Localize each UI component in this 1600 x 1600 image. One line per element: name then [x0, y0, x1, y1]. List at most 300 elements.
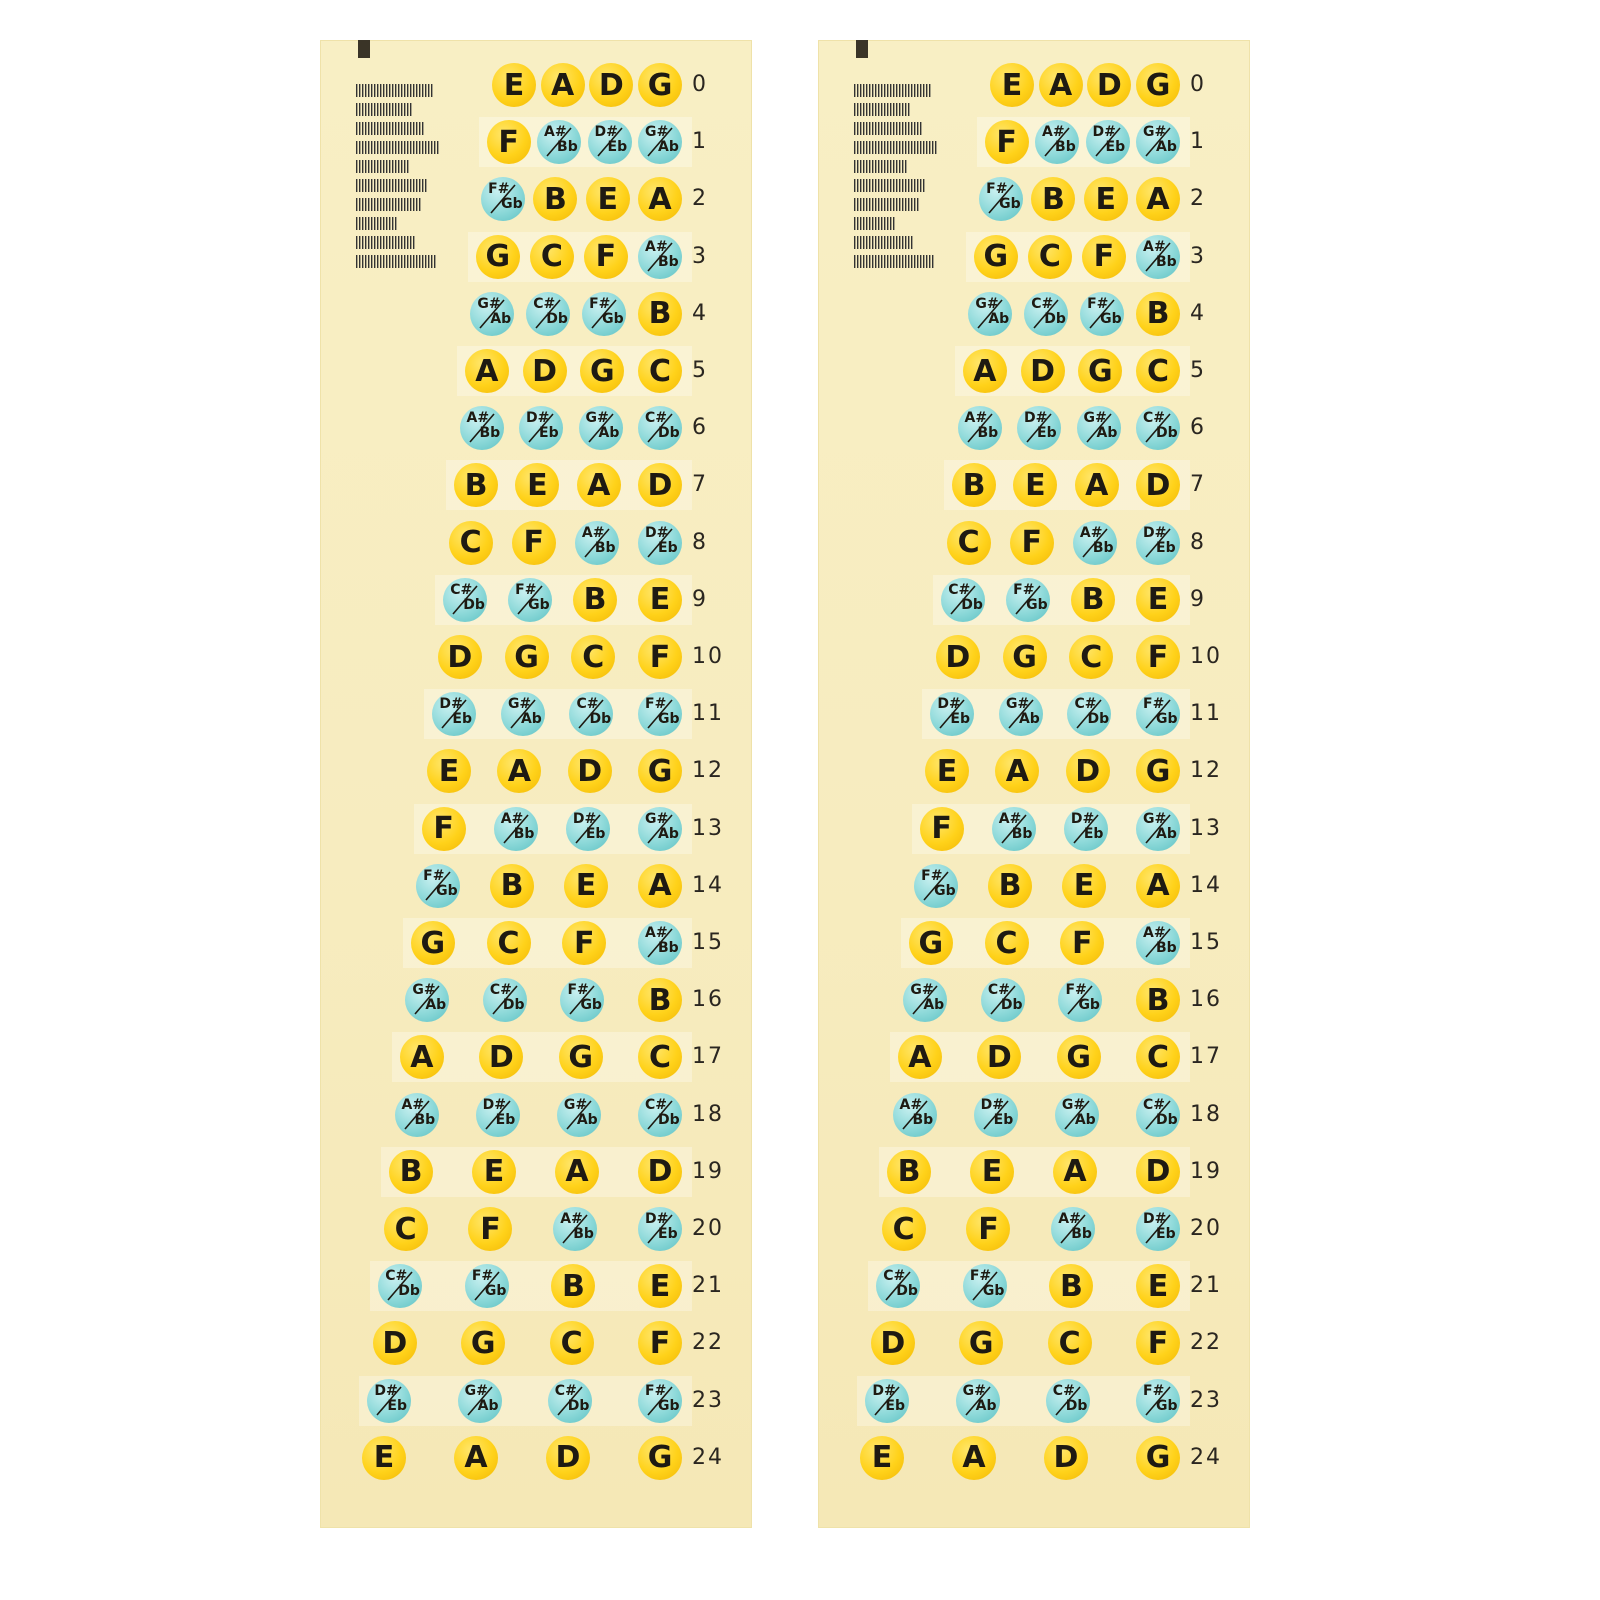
natural-note-sticker: G — [461, 1321, 505, 1365]
fret-number: 10 — [1190, 644, 1222, 669]
sharp-label: G# — [645, 124, 669, 141]
fret-number: 3 — [1190, 243, 1206, 269]
flat-label: Gb — [658, 1397, 680, 1414]
natural-note-sticker: G — [476, 235, 520, 279]
natural-note-sticker: E — [586, 177, 630, 221]
natural-note-sticker: F — [422, 807, 466, 851]
flat-label: Ab — [425, 997, 447, 1014]
sharp-label: A# — [1143, 925, 1166, 941]
flat-label: Bb — [557, 139, 578, 156]
flat-label: Db — [502, 997, 525, 1014]
accidental-note-sticker — [458, 1379, 502, 1423]
barcode-line — [854, 141, 936, 154]
accidental-note-sticker — [992, 807, 1036, 851]
accidental-note-sticker — [501, 692, 545, 736]
sharp-label: F# — [423, 867, 445, 884]
sharp-label: A# — [899, 1096, 923, 1113]
sharp-label: D# — [645, 1211, 669, 1227]
sharp-label: G# — [507, 696, 532, 713]
fret-number: 12 — [692, 758, 724, 784]
accidental-note-sticker — [569, 692, 613, 736]
natural-note-sticker: A — [1075, 463, 1119, 507]
natural-note-sticker: C — [530, 235, 574, 279]
sharp-label: A# — [998, 810, 1022, 827]
natural-note-sticker: B — [389, 1150, 433, 1194]
flat-label: Eb — [607, 139, 628, 156]
natural-note-sticker: A — [577, 463, 621, 507]
flat-label: Db — [1156, 1111, 1178, 1128]
fret-number: 15 — [1190, 930, 1222, 955]
natural-note-sticker: G — [638, 749, 682, 793]
flat-label: Eb — [585, 825, 606, 842]
sharp-label: C# — [1143, 410, 1166, 427]
fret-number: 9 — [1190, 586, 1206, 612]
flat-label: Db — [1000, 997, 1023, 1014]
natural-note-sticker: A — [898, 1035, 942, 1079]
fret-number: 4 — [1190, 300, 1206, 326]
natural-note-sticker: E — [564, 864, 608, 908]
natural-note-sticker: G — [638, 63, 682, 107]
sharp-label: F# — [969, 1268, 992, 1285]
accidental-note-sticker — [1055, 1093, 1099, 1137]
natural-note-sticker: D — [638, 463, 682, 507]
fret-number: 15 — [692, 930, 724, 955]
natural-note-sticker: C — [882, 1207, 926, 1251]
barcode-line — [356, 103, 411, 116]
sharp-label: G# — [585, 410, 609, 427]
natural-note-sticker: D — [568, 749, 612, 793]
flat-label: Gb — [1026, 596, 1048, 613]
natural-note-sticker: A — [638, 177, 682, 221]
accidental-note-sticker — [1051, 1207, 1095, 1251]
fret-number: 19 — [692, 1158, 724, 1184]
sharp-label: F# — [488, 181, 510, 198]
sharp-label: F# — [1065, 982, 1087, 999]
fret-number: 20 — [692, 1216, 724, 1241]
accidental-note-sticker — [1136, 692, 1180, 736]
accidental-note-sticker — [537, 120, 581, 164]
fret-number: 5 — [1190, 358, 1206, 383]
accidental-note-sticker — [930, 692, 974, 736]
barcode-line — [356, 236, 414, 249]
accidental-note-sticker — [638, 406, 682, 450]
sharp-label: G# — [412, 982, 436, 999]
natural-note-sticker: F — [1082, 235, 1126, 279]
sharp-label: C# — [645, 1096, 668, 1113]
flat-label: Db — [546, 310, 568, 327]
accidental-note-sticker — [865, 1379, 909, 1423]
sharp-label: A# — [1042, 124, 1065, 141]
flat-label: Db — [1044, 310, 1066, 327]
natural-note-sticker: F — [468, 1207, 512, 1251]
accidental-note-sticker — [1006, 578, 1050, 622]
accidental-note-sticker — [981, 978, 1025, 1022]
natural-note-sticker: E — [1136, 578, 1180, 622]
flat-label: Gb — [528, 596, 550, 613]
sharp-label: G# — [975, 295, 999, 312]
sharp-label: F# — [1143, 696, 1165, 713]
accidental-note-sticker — [566, 807, 610, 851]
flat-label: Bb — [1092, 539, 1114, 556]
flat-label: Eb — [885, 1397, 905, 1414]
natural-note-sticker: A — [497, 749, 541, 793]
sharp-label: G# — [645, 810, 669, 827]
natural-note-sticker: A — [454, 1436, 498, 1480]
flat-label: Bb — [1011, 825, 1033, 842]
natural-note-sticker: B — [1136, 978, 1180, 1022]
flat-label: Eb — [539, 425, 559, 442]
natural-note-sticker: E — [925, 749, 969, 793]
accidental-note-sticker — [557, 1093, 601, 1137]
natural-note-sticker: E — [638, 578, 682, 622]
natural-note-sticker: D — [1021, 349, 1065, 393]
natural-note-sticker: G — [1078, 349, 1122, 393]
accidental-note-sticker — [416, 864, 460, 908]
sharp-label: F# — [589, 295, 611, 312]
flat-label: Gb — [580, 997, 602, 1014]
fret-number: 12 — [1190, 758, 1222, 784]
barcode-line — [854, 122, 921, 135]
sharp-label: D# — [872, 1382, 896, 1399]
flat-label: Eb — [1083, 825, 1104, 842]
natural-note-sticker: F — [1010, 521, 1054, 565]
flat-label: Bb — [1156, 253, 1177, 270]
accidental-note-sticker — [1136, 1207, 1180, 1251]
accidental-note-sticker — [494, 807, 538, 851]
accidental-note-sticker — [378, 1264, 422, 1308]
accidental-note-sticker — [956, 1379, 1000, 1423]
flat-label: Bb — [414, 1111, 436, 1128]
flat-label: Ab — [975, 1397, 997, 1414]
natural-note-sticker: B — [638, 978, 682, 1022]
flat-label: Eb — [950, 711, 970, 728]
sharp-label: A# — [645, 238, 668, 255]
sharp-label: D# — [482, 1096, 507, 1113]
natural-note-sticker: G — [1136, 1436, 1180, 1480]
barcode-line — [854, 103, 909, 116]
accidental-note-sticker — [1136, 921, 1180, 965]
natural-note-sticker: E — [860, 1436, 904, 1480]
flat-label: Gb — [602, 310, 624, 327]
sharp-label: G# — [1061, 1096, 1086, 1113]
accidental-note-sticker — [476, 1093, 520, 1137]
flat-label: Db — [961, 596, 983, 613]
fret-number: 19 — [1190, 1158, 1222, 1184]
natural-note-sticker: G — [1057, 1035, 1101, 1079]
accidental-note-sticker — [405, 978, 449, 1022]
fret-number: 22 — [692, 1330, 724, 1356]
barcode-line — [356, 84, 432, 97]
flat-label: Db — [658, 1111, 680, 1128]
fret-number: 2 — [1190, 186, 1206, 212]
flat-label: Ab — [576, 1111, 598, 1128]
barcode-line — [356, 217, 396, 230]
sharp-label: D# — [980, 1096, 1005, 1113]
flat-label: Db — [896, 1283, 918, 1300]
accidental-note-sticker — [519, 406, 563, 450]
natural-note-sticker: B — [1071, 578, 1115, 622]
sharp-label: G# — [1005, 696, 1030, 713]
flat-label: Bb — [594, 539, 616, 556]
accidental-note-sticker — [1136, 1093, 1180, 1137]
sharp-label: A# — [500, 810, 524, 827]
natural-note-sticker: D — [638, 1150, 682, 1194]
flat-label: Bb — [1071, 1226, 1092, 1242]
natural-note-sticker: C — [1136, 349, 1180, 393]
flat-label: Gb — [501, 196, 523, 213]
natural-note-sticker: C — [638, 1035, 682, 1079]
flat-label: Db — [658, 425, 680, 442]
flat-label: Eb — [387, 1397, 407, 1414]
natural-note-sticker: E — [427, 749, 471, 793]
sharp-label: C# — [1031, 295, 1054, 312]
natural-note-sticker: B — [533, 177, 577, 221]
accidental-note-sticker — [465, 1264, 509, 1308]
natural-note-sticker: E — [1084, 177, 1128, 221]
flat-label: Ab — [1096, 425, 1118, 442]
flat-label: Ab — [658, 139, 679, 156]
natural-note-sticker: A — [400, 1035, 444, 1079]
natural-note-sticker: B — [952, 463, 996, 507]
flat-label: Eb — [495, 1111, 516, 1128]
sharp-label: A# — [964, 410, 988, 427]
natural-note-sticker: D — [871, 1321, 915, 1365]
fret-number: 9 — [692, 586, 708, 612]
natural-note-sticker: G — [1136, 63, 1180, 107]
natural-note-sticker: A — [465, 349, 509, 393]
sharp-label: D# — [1143, 1211, 1167, 1227]
flat-label: Db — [1065, 1397, 1088, 1414]
accidental-note-sticker — [638, 921, 682, 965]
natural-note-sticker: D — [977, 1035, 1021, 1079]
flat-label: Gb — [1156, 711, 1178, 728]
natural-note-sticker: E — [1013, 463, 1057, 507]
fret-number: 11 — [692, 701, 724, 727]
accidental-note-sticker — [1017, 406, 1061, 450]
flat-label: Eb — [1037, 425, 1057, 442]
sharp-label: G# — [910, 982, 934, 999]
sharp-label: F# — [921, 867, 943, 884]
fret-number: 18 — [1190, 1101, 1222, 1127]
natural-note-sticker: A — [1136, 177, 1180, 221]
accidental-note-sticker — [941, 578, 985, 622]
flat-label: Eb — [993, 1111, 1014, 1128]
fret-number: 4 — [692, 300, 708, 326]
sharp-label: A# — [1058, 1211, 1081, 1227]
accidental-note-sticker — [979, 177, 1023, 221]
sharp-label: A# — [1079, 524, 1103, 541]
flat-label: Gb — [999, 196, 1021, 213]
accidental-note-sticker — [548, 1379, 592, 1423]
accidental-note-sticker — [582, 292, 626, 336]
sharp-label: A# — [1143, 238, 1166, 255]
accidental-note-sticker — [1035, 120, 1079, 164]
fret-number: 0 — [1190, 72, 1206, 97]
natural-note-sticker: A — [1053, 1150, 1097, 1194]
natural-note-sticker: D — [1136, 1150, 1180, 1194]
fretboard-sticker-sheet-right — [818, 40, 1250, 1528]
sharp-label: C# — [948, 581, 971, 598]
accidental-note-sticker — [999, 692, 1043, 736]
flat-label: Ab — [598, 425, 620, 442]
flat-label: Ab — [988, 310, 1010, 327]
natural-note-sticker: G — [505, 635, 549, 679]
barcode-line — [356, 255, 435, 268]
barcode-line — [356, 179, 426, 192]
natural-note-sticker: E — [515, 463, 559, 507]
accidental-note-sticker — [638, 1093, 682, 1137]
flat-label: Gb — [934, 882, 956, 899]
accidental-note-sticker — [1136, 1379, 1180, 1423]
accidental-note-sticker — [963, 1264, 1007, 1308]
flat-label: Gb — [1078, 997, 1100, 1014]
sharp-label: C# — [987, 982, 1010, 999]
sharp-label: D# — [1143, 524, 1167, 541]
fret-number: 24 — [1190, 1444, 1222, 1470]
sharp-label: D# — [374, 1382, 398, 1399]
flat-label: Ab — [1074, 1111, 1096, 1128]
natural-note-sticker: A — [952, 1436, 996, 1480]
accidental-note-sticker — [432, 692, 476, 736]
flat-label: Ab — [490, 310, 512, 327]
accidental-note-sticker — [638, 521, 682, 565]
accidental-note-sticker — [1077, 406, 1121, 450]
natural-note-sticker: C — [1028, 235, 1072, 279]
sharp-label: C# — [883, 1268, 906, 1285]
natural-note-sticker: D — [546, 1436, 590, 1480]
natural-note-sticker: A — [1039, 63, 1083, 107]
barcode-line — [356, 198, 420, 211]
flat-label: Ab — [1018, 711, 1040, 728]
accidental-note-sticker — [968, 292, 1012, 336]
natural-note-sticker: B — [490, 864, 534, 908]
accidental-note-sticker — [974, 1093, 1018, 1137]
natural-note-sticker: E — [492, 63, 536, 107]
fret-number: 5 — [692, 358, 708, 383]
natural-note-sticker: A — [963, 349, 1007, 393]
sharp-label: A# — [581, 524, 605, 541]
sharp-label: F# — [986, 181, 1008, 198]
sharp-label: D# — [937, 696, 961, 713]
natural-note-sticker: F — [487, 120, 531, 164]
accidental-note-sticker — [553, 1207, 597, 1251]
natural-note-sticker: D — [936, 635, 980, 679]
accidental-note-sticker — [1058, 978, 1102, 1022]
barcode-line — [854, 236, 912, 249]
natural-note-sticker: E — [970, 1150, 1014, 1194]
fret-number: 6 — [692, 415, 708, 441]
natural-note-sticker: C — [449, 521, 493, 565]
accidental-note-sticker — [1024, 292, 1068, 336]
sharp-label: A# — [645, 925, 668, 941]
flat-label: Ab — [658, 825, 679, 842]
accidental-note-sticker — [1067, 692, 1111, 736]
accidental-note-sticker — [526, 292, 570, 336]
accidental-note-sticker — [395, 1093, 439, 1137]
fret-number: 17 — [692, 1044, 724, 1070]
natural-note-sticker: G — [1136, 749, 1180, 793]
flat-label: Ab — [1156, 825, 1177, 842]
flat-label: Db — [1087, 711, 1110, 728]
natural-note-sticker: F — [562, 921, 606, 965]
accidental-note-sticker — [508, 578, 552, 622]
sharp-label: F# — [1013, 581, 1035, 598]
fret-number: 18 — [692, 1101, 724, 1127]
accidental-note-sticker — [638, 120, 682, 164]
natural-note-sticker: G — [909, 921, 953, 965]
accidental-note-sticker — [1136, 807, 1180, 851]
natural-note-sticker: G — [411, 921, 455, 965]
flat-label: Eb — [452, 711, 472, 728]
natural-note-sticker: F — [638, 1321, 682, 1365]
sharp-label: F# — [645, 1382, 667, 1399]
flat-label: Db — [1156, 425, 1178, 442]
natural-note-sticker: F — [920, 807, 964, 851]
sharp-label: G# — [464, 1382, 488, 1399]
flat-label: Bb — [658, 940, 679, 956]
flat-label: Eb — [1156, 1226, 1176, 1242]
flat-label: Eb — [658, 1226, 678, 1242]
barcode-line — [356, 141, 438, 154]
accidental-note-sticker — [483, 978, 527, 1022]
sharp-label: C# — [1052, 1382, 1075, 1399]
barcode-graphic — [356, 80, 446, 270]
flat-label: Gb — [1100, 310, 1122, 327]
natural-note-sticker: D — [1136, 463, 1180, 507]
natural-note-sticker: D — [438, 635, 482, 679]
sheet-tab — [856, 40, 868, 58]
fret-number: 14 — [1190, 872, 1222, 898]
natural-note-sticker: B — [1031, 177, 1075, 221]
natural-note-sticker: D — [1066, 749, 1110, 793]
natural-note-sticker: G — [638, 1436, 682, 1480]
flat-label: Gb — [658, 711, 680, 728]
sharp-label: A# — [466, 410, 490, 427]
natural-note-sticker: B — [638, 292, 682, 336]
flat-label: Ab — [923, 997, 945, 1014]
sharp-label: D# — [572, 810, 597, 827]
accidental-note-sticker — [1046, 1379, 1090, 1423]
accidental-note-sticker — [638, 235, 682, 279]
flat-label: Gb — [436, 882, 458, 899]
sharp-label: C# — [645, 410, 668, 427]
flat-label: Db — [398, 1283, 420, 1300]
sharp-label: G# — [1143, 124, 1167, 141]
accidental-note-sticker — [638, 807, 682, 851]
fret-number: 6 — [1190, 415, 1206, 441]
fretboard-sticker-sheet-left — [320, 40, 752, 1528]
sharp-label: C# — [489, 982, 512, 999]
accidental-note-sticker — [481, 177, 525, 221]
natural-note-sticker: D — [373, 1321, 417, 1365]
natural-note-sticker: E — [1136, 1264, 1180, 1308]
natural-note-sticker: F — [966, 1207, 1010, 1251]
natural-note-sticker: C — [947, 521, 991, 565]
flat-label: Bb — [1156, 940, 1177, 956]
sharp-label: C# — [1143, 1096, 1166, 1113]
natural-note-sticker: C — [487, 921, 531, 965]
flat-label: Db — [589, 711, 612, 728]
accidental-note-sticker — [1136, 521, 1180, 565]
fret-number: 21 — [1190, 1273, 1222, 1299]
fret-number: 16 — [692, 987, 724, 1013]
fret-number: 8 — [692, 529, 708, 555]
accidental-note-sticker — [1136, 120, 1180, 164]
fret-number: 3 — [692, 243, 708, 269]
natural-note-sticker: E — [1062, 864, 1106, 908]
natural-note-sticker: B — [988, 864, 1032, 908]
natural-note-sticker: C — [985, 921, 1029, 965]
